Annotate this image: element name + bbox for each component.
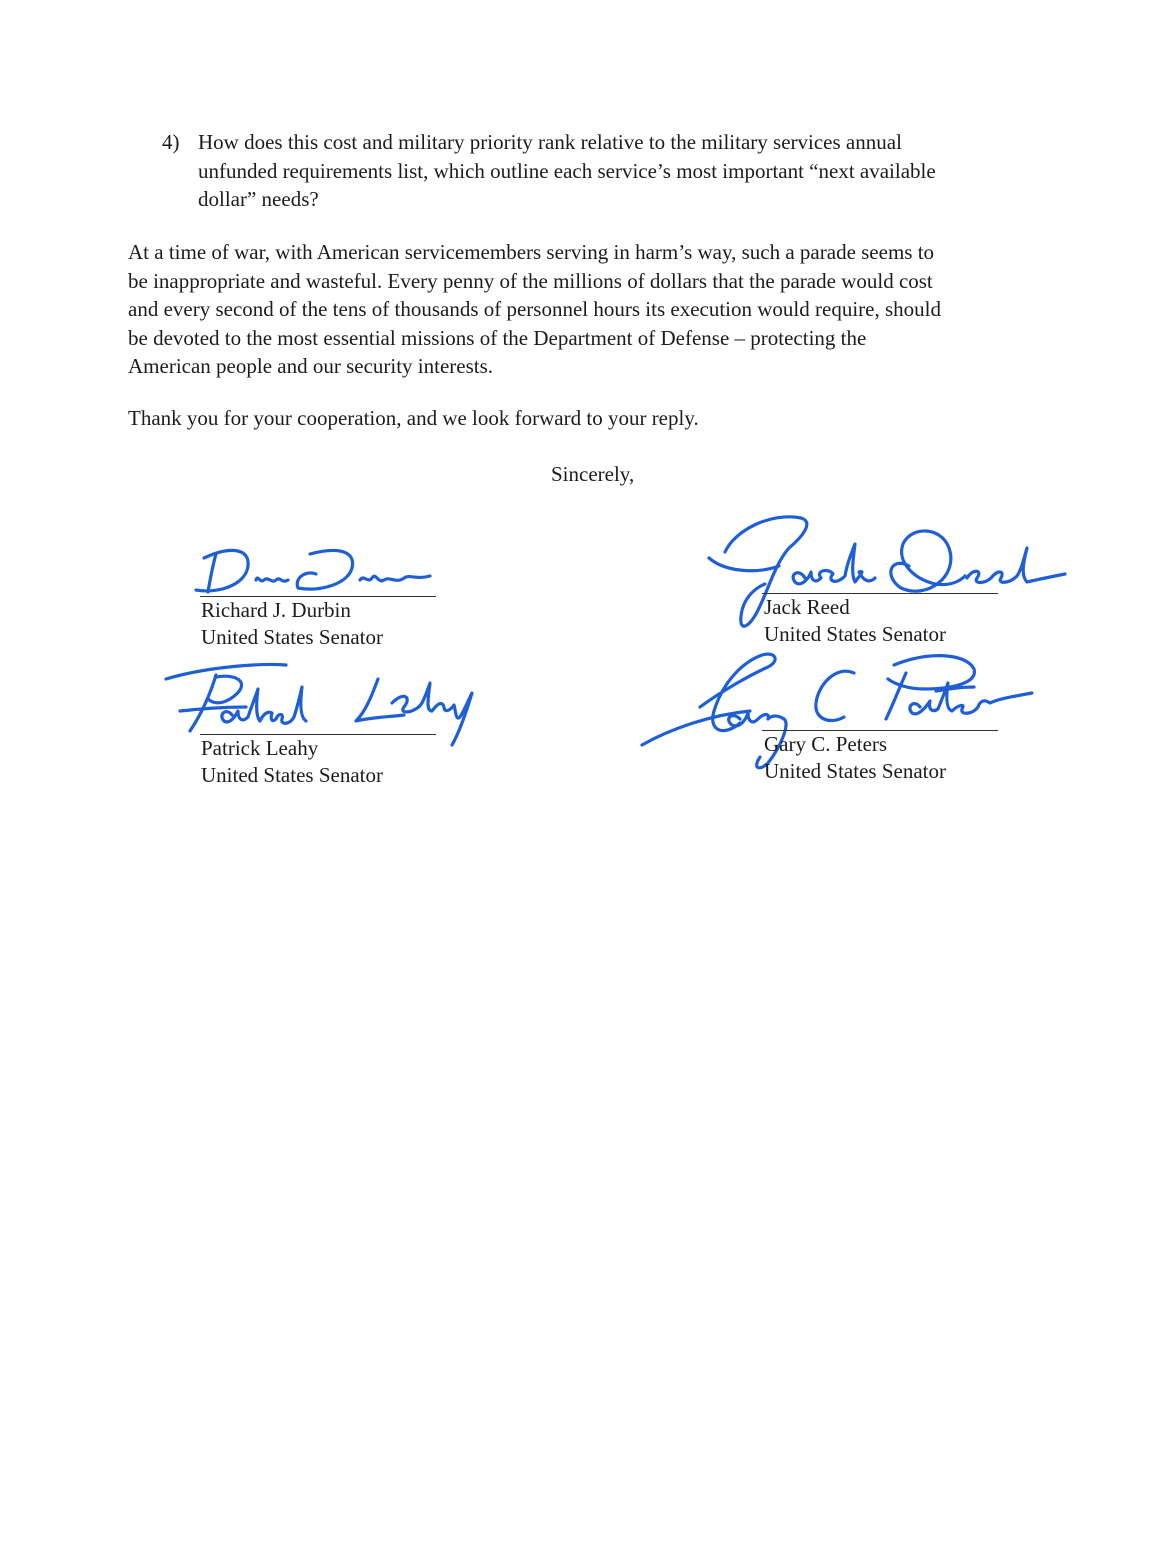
signatory-name: Richard J. Durbin [201,598,351,622]
signatory-name: Patrick Leahy [201,736,319,760]
signatory-title: United States Senator [201,763,383,787]
question-4-text [198,128,1068,214]
signatory-title: United States Senator [764,759,946,783]
signatory-title: United States Senator [764,622,946,646]
thanks-line: Thank you for your cooperation, and we look forward to your reply. [128,406,699,430]
signatory-name: Gary C. Peters [764,732,888,756]
text-line: At a time of war, with American servicemembers serving in harm’s way, such a parade seems to [128,240,935,264]
text-line: How does this cost and military priority rank relative to the military services annual [198,130,902,154]
text-line: be inappropriate and wasteful. Every penny of the millions of dollars that the parade would cost [128,268,933,293]
text-line: unfunded requirements list, which outline each service’s most important “next available [198,158,936,183]
text-line: dollar” needs? [198,187,319,211]
signatory-name: Jack Reed [764,595,850,619]
list-number: 4) [162,130,180,154]
signatory-title: United States Senator [201,625,383,649]
text-line: American people and our security interests. [128,354,494,378]
body-paragraph [128,238,1128,381]
text-line: be devoted to the most essential missions of the Department of Defense – protecting the [128,325,867,350]
signature-durbin [190,540,440,602]
text-line: and every second of the tens of thousands of personnel hours its execution would require, should [128,297,941,321]
closing: Sincerely, [551,462,635,486]
signature-reed [705,508,1070,638]
